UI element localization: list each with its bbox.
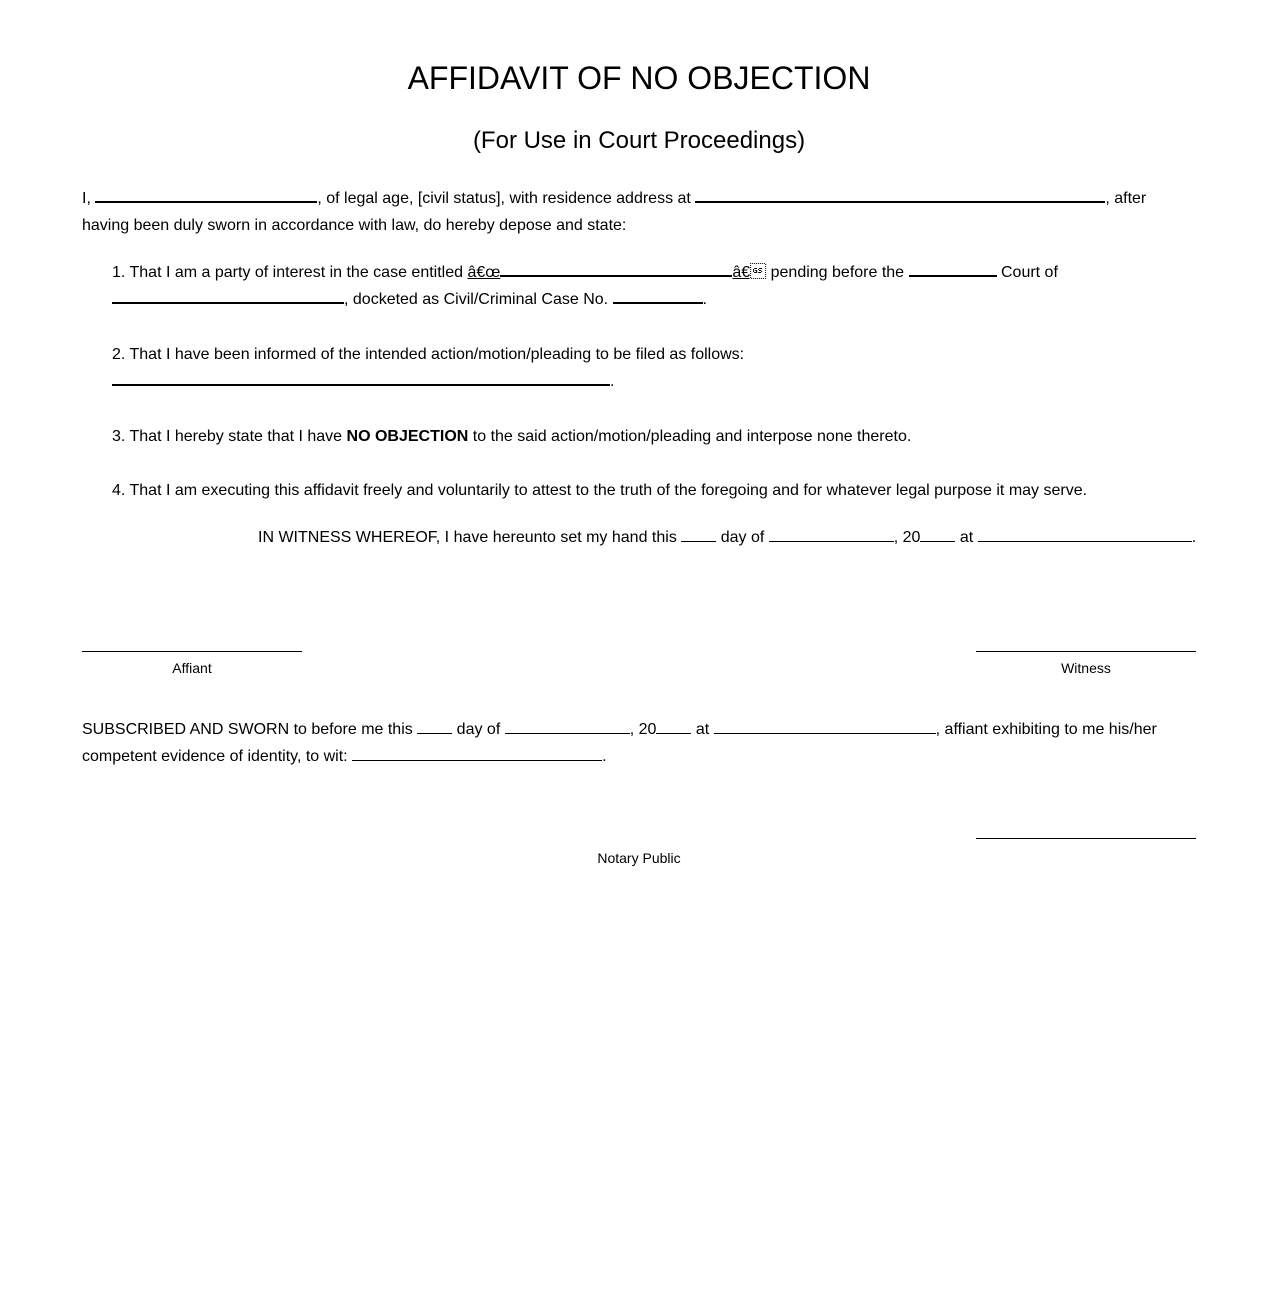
court-blank[interactable] <box>909 260 997 277</box>
witness-clause <box>258 524 1218 551</box>
item-text: 3. That I hereby state that I have <box>112 428 343 445</box>
item-3 <box>112 423 1196 450</box>
item-text: . <box>610 373 615 390</box>
item-text: Court of <box>1000 264 1058 281</box>
no-objection-text: NO OBJECTION <box>346 428 469 445</box>
action-blank[interactable] <box>112 369 610 386</box>
jurat-text: day of <box>456 721 501 738</box>
jurat-day-blank[interactable] <box>417 718 452 734</box>
witness-label: Witness <box>1061 660 1111 676</box>
jurat-month-blank[interactable] <box>505 718 630 734</box>
intro-text: , after <box>1105 190 1147 207</box>
item-text: 1. That I am a party of interest in the case entitled <box>112 264 464 281</box>
affiant-signature-line[interactable] <box>82 651 302 652</box>
item-text: 2. That I have been informed of the intended action/motion/pleading to be filed as follows: <box>112 346 745 363</box>
month-blank[interactable] <box>769 526 894 542</box>
close-quote: â€ <box>732 264 767 281</box>
witness-text: , 20 <box>893 529 921 546</box>
jurat-text: SUBSCRIBED AND SWORN to before me this <box>82 721 413 738</box>
affiant-label: Affiant <box>172 660 212 676</box>
jurat-place-blank[interactable] <box>714 718 936 734</box>
intro-paragraph <box>82 185 1196 239</box>
intro-text: , of legal age, [civil status], with residence address at <box>317 190 691 207</box>
jurat-text: , 20 <box>629 721 657 738</box>
name-blank[interactable] <box>95 186 317 203</box>
jurat-paragraph <box>82 716 1196 770</box>
notary-label: Notary Public <box>597 850 681 866</box>
item-4 <box>112 477 1196 504</box>
item-1 <box>112 259 1196 313</box>
witness-signature-line[interactable] <box>976 651 1196 652</box>
document-title: AFFIDAVIT OF NO OBJECTION <box>407 60 871 96</box>
document-subtitle: (For Use in Court Proceedings) <box>472 127 806 154</box>
address-blank[interactable] <box>695 186 1105 203</box>
item-text: 4. That I am executing this affidavit freely and voluntarily to attest to the truth of the foregoing and for whatever legal purpose it may serve. <box>112 482 1088 499</box>
item-2 <box>112 341 1196 395</box>
intro-text: having been duly sworn in accordance with law, do hereby depose and state: <box>82 217 627 234</box>
jurat-text: . <box>602 748 607 765</box>
item-text: pending before the <box>770 264 905 281</box>
identity-evidence-blank[interactable] <box>352 745 602 761</box>
day-blank[interactable] <box>681 526 716 542</box>
witness-text: IN WITNESS WHEREOF, I have hereunto set my hand this <box>258 529 677 546</box>
jurat-text: , affiant exhibiting to me his/her <box>935 721 1157 738</box>
open-quote: â€œ <box>467 264 501 281</box>
case-title-blank[interactable] <box>500 260 732 277</box>
place-blank[interactable] <box>978 526 1192 542</box>
court-location-blank[interactable] <box>112 287 344 304</box>
case-number-blank[interactable] <box>613 287 703 304</box>
jurat-text: competent evidence of identity, to wit: <box>82 748 348 765</box>
notary-signature-line[interactable] <box>976 838 1196 839</box>
intro-text: I, <box>82 190 91 207</box>
jurat-year-blank[interactable] <box>656 718 691 734</box>
item-text: to the said action/motion/pleading and interpose none thereto. <box>472 428 912 445</box>
witness-text: at <box>959 529 974 546</box>
witness-text: . <box>1191 529 1197 546</box>
year-blank[interactable] <box>920 526 955 542</box>
item-text: . <box>702 291 707 308</box>
witness-text: day of <box>720 529 765 546</box>
jurat-text: at <box>695 721 710 738</box>
item-text: , docketed as Civil/Criminal Case No. <box>344 291 609 308</box>
